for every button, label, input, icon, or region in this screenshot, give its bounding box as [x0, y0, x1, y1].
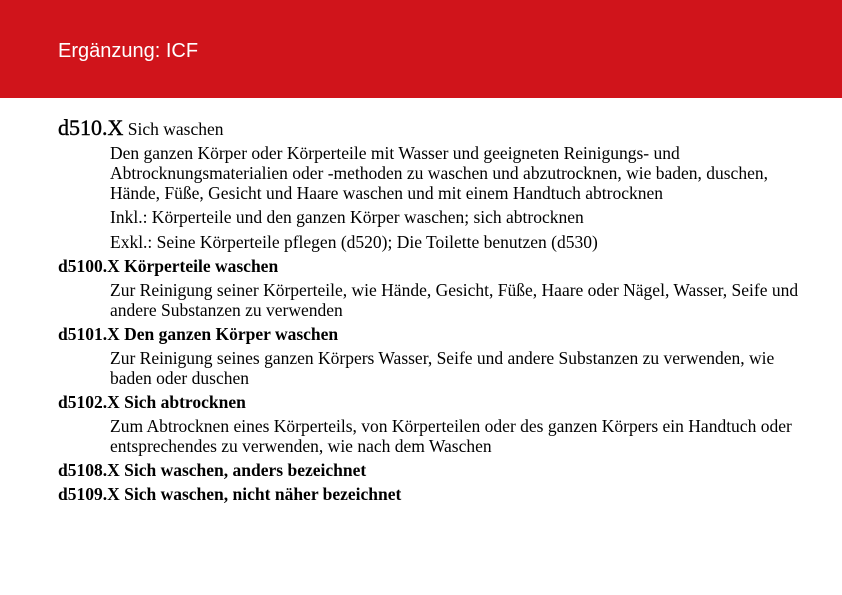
- sub-item-heading: d5102.X Sich abtrocknen: [58, 392, 246, 412]
- sub-item-description: Zum Abtrocknen eines Körperteils, von Körperteilen oder des ganzen Körpers ein Handtuch oder entsprechendes zu verwenden, wie nach dem Waschen: [110, 416, 792, 456]
- main-item-heading: [58, 113, 818, 143]
- main-item-inclusion: Inkl.: Körperteile und den ganzen Körper waschen; sich abtrocknen: [110, 207, 584, 227]
- sub-item-description: Zur Reinigung seiner Körperteile, wie Hände, Gesicht, Füße, Haare oder Nägel, Wasser, Seife und andere Substanzen zu verwenden: [110, 280, 799, 320]
- sub-item-description: Zur Reinigung seines ganzen Körpers Wasser, Seife und andere Substanzen zu verwenden, wie baden oder duschen: [110, 348, 775, 388]
- main-item-title: Sich waschen: [127, 119, 224, 139]
- main-item-exclusion: Exkl.: Seine Körperteile pflegen (d520); Die Toilette benutzen (d530): [110, 232, 598, 252]
- content-body: [58, 113, 818, 504]
- main-item-description: Den ganzen Körper oder Körperteile mit Wasser und geeigneten Reinigungs- und Abtrocknungsmaterialien oder -methoden zu waschen und abzutrocknen, wie baden, duschen, Hände, Füße, Gesicht und Haare waschen und mit einem Handtuch abtrocknen: [110, 143, 768, 203]
- header-bar: [0, 0, 842, 98]
- sub-item-heading: d5109.X Sich waschen, nicht näher bezeichnet: [58, 484, 402, 504]
- sub-item-heading: d5101.X Den ganzen Körper waschen: [58, 324, 339, 344]
- main-item-code: d510.X: [58, 115, 124, 140]
- slide-title: Ergänzung: ICF: [58, 40, 199, 62]
- sub-item-heading: d5108.X Sich waschen, anders bezeichnet: [58, 460, 367, 480]
- sub-item-heading: d5100.X Körperteile waschen: [58, 256, 279, 276]
